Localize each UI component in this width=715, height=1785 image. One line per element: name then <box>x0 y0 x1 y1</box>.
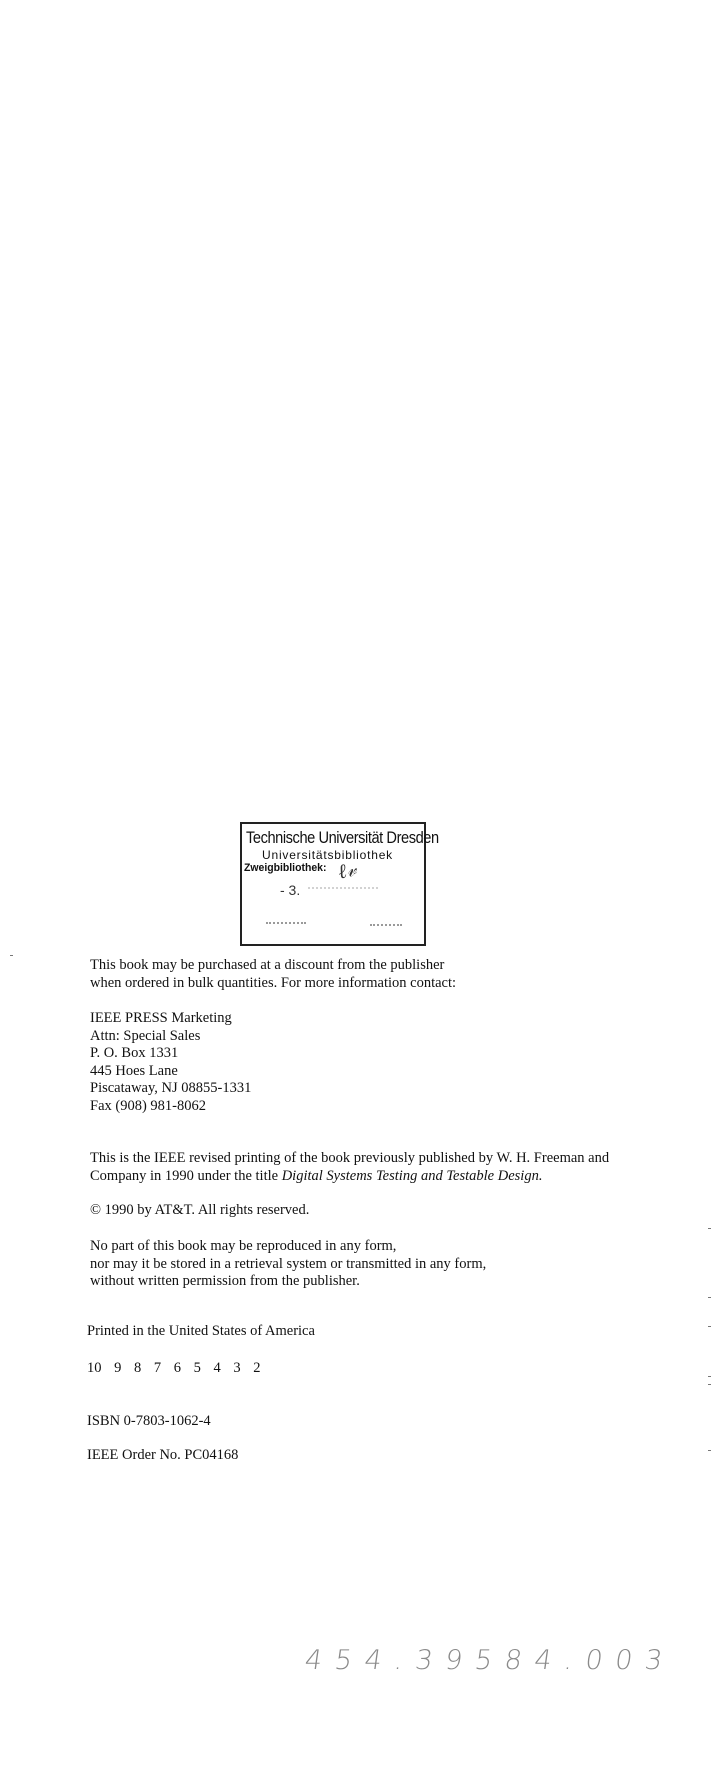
book-title: Digital Systems Testing and Testable Design. <box>281 1167 543 1184</box>
address-line: Piscataway, NJ 08855-1331 <box>90 1080 252 1096</box>
printing-number: 9 <box>114 1360 122 1376</box>
stamp-library: Universitätsbibliothek <box>262 848 393 862</box>
printing-number: 6 <box>173 1360 181 1376</box>
revised-line-2-text: Company in 1990 under the title <box>90 1167 282 1184</box>
printed-in: Printed in the United States of America <box>87 1323 315 1339</box>
rights-line: No part of this book may be reproduced in any form, <box>90 1238 397 1254</box>
scan-speck <box>708 1450 711 1451</box>
address-line: P. O. Box 1331 <box>90 1045 179 1061</box>
address-line: Fax (908) 981-8062 <box>90 1097 206 1114</box>
scan-speck <box>708 1297 711 1298</box>
printing-number: 2 <box>253 1360 261 1376</box>
printing-number-line <box>87 1360 270 1378</box>
stamp-date: - 3. <box>280 882 301 898</box>
address-line: IEEE PRESS Marketing <box>90 1010 232 1026</box>
rights-statement <box>90 1238 486 1291</box>
rights-line: nor may it be stored in a retrieval system or transmitted in any form, <box>90 1255 487 1272</box>
revised-printing-note <box>90 1150 609 1185</box>
revised-line-2 <box>90 1168 609 1186</box>
printing-number: 3 <box>233 1360 241 1376</box>
discount-line: This book may be purchased at a discount from the publisher <box>90 957 445 973</box>
scan-speck <box>708 1326 711 1327</box>
printing-number: 10 <box>87 1360 102 1376</box>
rights-line: without written permission from the publisher. <box>90 1273 360 1289</box>
stamp-dotted-line <box>266 922 306 924</box>
printing-number: 8 <box>134 1360 142 1376</box>
stamp-faint-date <box>308 887 378 897</box>
stamp-signature-mark: ℓ𝓋 <box>335 856 359 884</box>
bulk-discount-note <box>90 957 456 992</box>
revised-line-1: This is the IEEE revised printing of the book previously published by W. H. Freeman and <box>90 1150 610 1166</box>
stamp-dotted-line <box>370 924 402 926</box>
scan-speck <box>708 1376 711 1377</box>
order-number: IEEE Order No. PC04168 <box>87 1447 239 1463</box>
stamp-branch: Zweigbibliothek: <box>244 862 327 874</box>
isbn: ISBN 0-7803-1062-4 <box>87 1413 211 1429</box>
stamp-university: Technische Universität Dresden <box>246 828 439 847</box>
contact-address <box>90 1010 251 1115</box>
scan-speck <box>708 1228 711 1229</box>
address-line: Attn: Special Sales <box>90 1027 201 1044</box>
copyright-notice: © 1990 by AT&T. All rights reserved. <box>90 1202 310 1218</box>
scan-speck <box>10 955 13 956</box>
address-line: 445 Hoes Lane <box>90 1062 178 1079</box>
handwritten-call-number: 4 5 4 . 3 9 5 8 4 . 0 0 3 <box>302 1645 667 1676</box>
printing-number: 7 <box>153 1360 162 1376</box>
scan-speck <box>708 1384 711 1385</box>
printing-number: 4 <box>213 1360 221 1376</box>
library-stamp <box>240 822 439 946</box>
discount-line: when ordered in bulk quantities. For more information contact: <box>90 974 457 991</box>
printing-number: 5 <box>193 1360 201 1376</box>
